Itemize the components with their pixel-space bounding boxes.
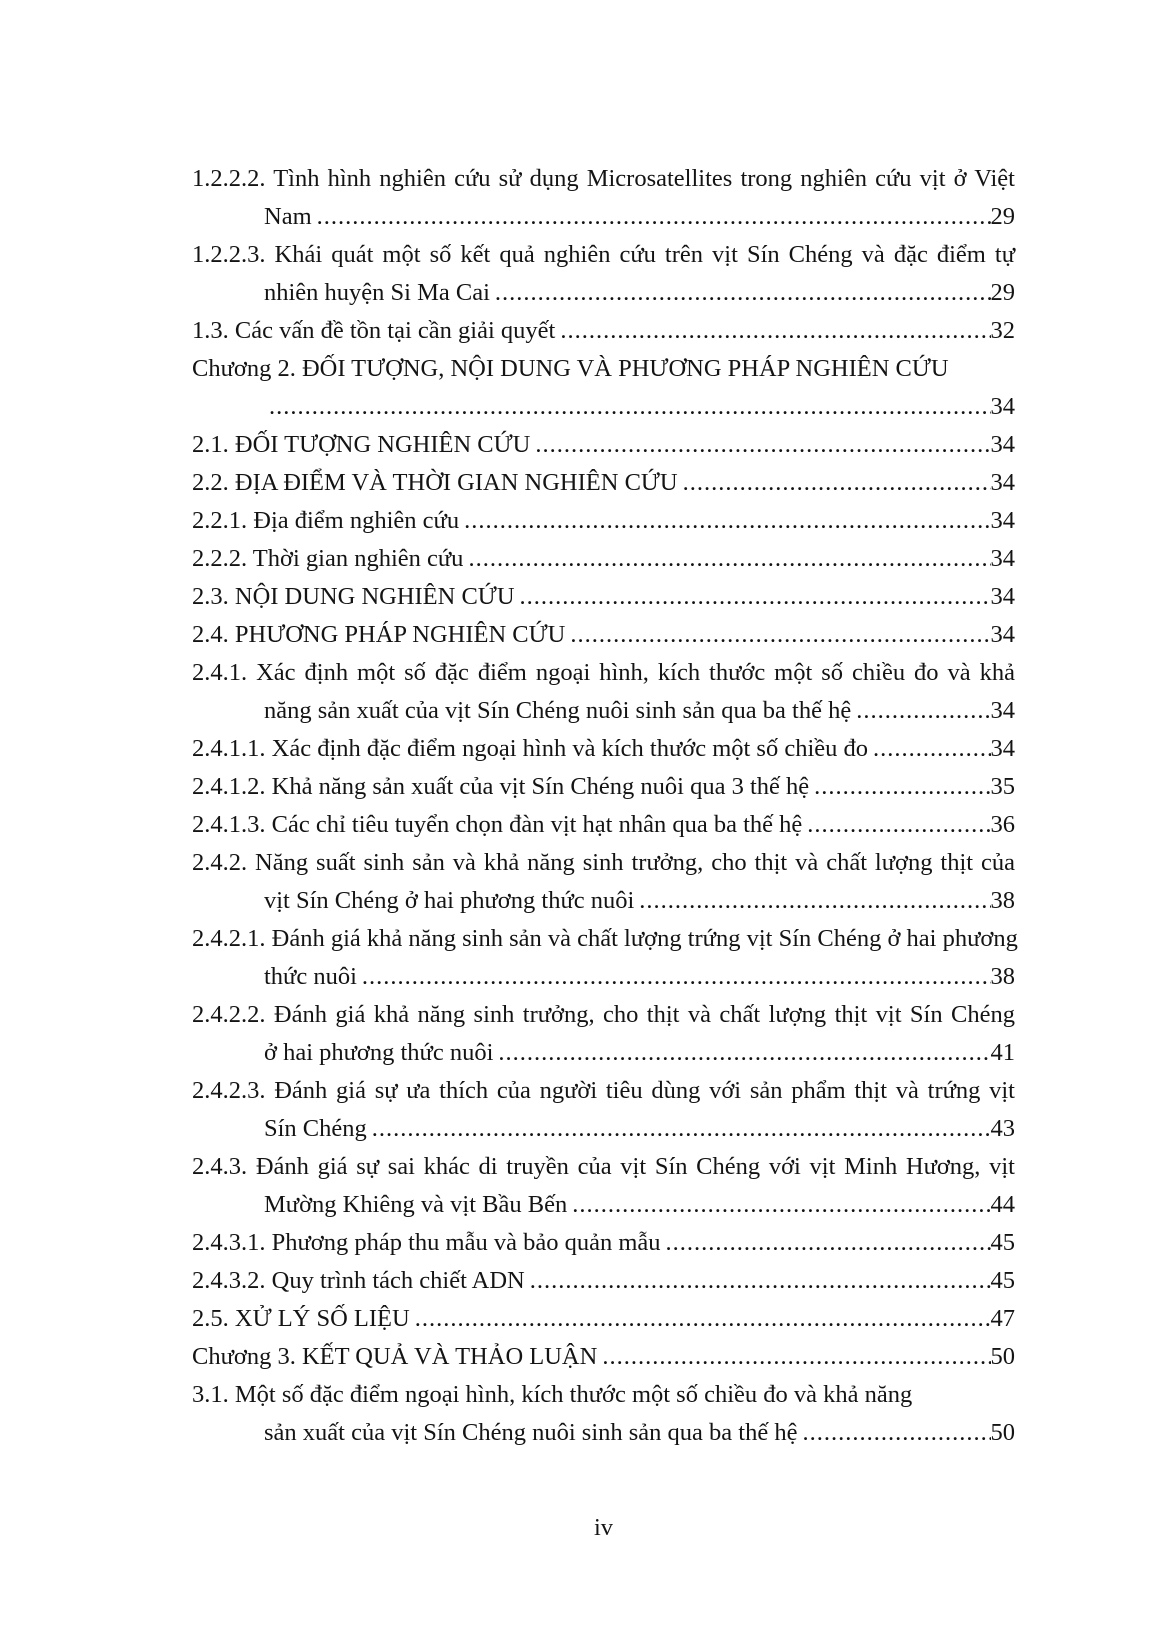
toc-entry-text: 2.4.2. Năng suất sinh sản và khả năng sinh trưởng, cho thịt và chất lượng thịt của: [192, 849, 1015, 876]
toc-page-number: 34: [990, 735, 1015, 762]
toc-page-number: 29: [990, 279, 1015, 306]
toc-page-number: 45: [990, 1267, 1015, 1294]
toc-page-number: 32: [990, 317, 1015, 344]
toc-page-number: 50: [990, 1419, 1015, 1446]
toc-line: [192, 350, 1015, 388]
toc-entry-text: 2.4.1.2. Khả năng sản xuất của vịt Sín Chéng nuôi qua 3 thế hệ: [192, 773, 810, 800]
toc-line: [192, 768, 1015, 806]
toc-page-number: 35: [990, 773, 1015, 800]
toc-page-number: 44: [990, 1191, 1015, 1218]
toc-entry-text: Chương 3. KẾT QUẢ VÀ THẢO LUẬN: [192, 1343, 598, 1370]
toc-page-number: 34: [990, 431, 1015, 458]
toc-page-number: 43: [990, 1115, 1015, 1142]
dot-leader: [851, 692, 990, 730]
toc-page-number: 34: [990, 393, 1015, 420]
toc-line: [192, 1148, 1015, 1186]
dot-leader: [463, 540, 990, 578]
toc-line: [192, 198, 1015, 236]
dot-leader: [567, 1186, 990, 1224]
page-number-footer: iv: [593, 1514, 614, 1541]
dot-leader: [597, 1338, 990, 1376]
toc-line: [192, 1224, 1015, 1262]
toc-page-number: 50: [990, 1343, 1015, 1370]
dot-leader: [802, 806, 990, 844]
toc-page-number: 29: [990, 203, 1015, 230]
toc-entry-text: 2.4.3.1. Phương pháp thu mẫu và bảo quản mẫu: [192, 1229, 661, 1256]
toc-line: [192, 1262, 1015, 1300]
toc-line: [192, 426, 1015, 464]
toc-page-number: 36: [990, 811, 1015, 838]
toc-page-number: 41: [990, 1039, 1015, 1066]
toc-entry-text: 2.4.3. Đánh giá sự sai khác di truyền của vịt Sín Chéng với vịt Minh Hương, vịt: [192, 1153, 1015, 1180]
dot-leader: [809, 768, 990, 806]
toc-entry-text: Sín Chéng: [264, 1115, 367, 1142]
toc-entry-text: 2.4.3.2. Quy trình tách chiết ADN: [192, 1267, 525, 1294]
toc-entry-text: 2.2.1. Địa điểm nghiên cứu: [192, 507, 460, 534]
toc-entry-text: thức nuôi: [264, 963, 357, 990]
toc-entry-text: 2.2. ĐỊA ĐIỂM VÀ THỜI GIAN NGHIÊN CỨU: [192, 469, 678, 496]
toc-page-number: 45: [990, 1229, 1015, 1256]
dot-leader: [312, 198, 991, 236]
toc-entry-text: sản xuất của vịt Sín Chéng nuôi sinh sản qua ba thế hệ: [264, 1419, 798, 1446]
toc-line: [192, 882, 1015, 920]
dot-leader: [868, 730, 990, 768]
toc-line: [192, 1034, 1015, 1072]
toc-line: [192, 1300, 1015, 1338]
toc-line: [192, 160, 1015, 198]
toc-entry-text: 2.4.1.1. Xác định đặc điểm ngoại hình và kích thước một số chiều đo: [192, 735, 869, 762]
toc-page-number: 47: [990, 1305, 1015, 1332]
toc-entry-text: 2.2.2. Thời gian nghiên cứu: [192, 545, 464, 572]
dot-leader: [555, 312, 990, 350]
toc-line: [192, 236, 1015, 274]
toc-entry-text: 1.3. Các vấn đề tồn tại cần giải quyết: [192, 317, 556, 344]
dot-leader: [661, 1224, 991, 1262]
toc-entry-text: ở hai phương thức nuôi: [264, 1039, 494, 1066]
toc-entry-text: 2.4.2.1. Đánh giá khả năng sinh sản và chất lượng trứng vịt Sín Chéng ở hai phương: [192, 925, 1018, 952]
toc-entry-text: năng sản xuất của vịt Sín Chéng nuôi sinh sản qua ba thế hệ: [264, 697, 852, 724]
toc-page-number: 34: [990, 697, 1015, 724]
toc-entry-text: vịt Sín Chéng ở hai phương thức nuôi: [264, 887, 635, 914]
toc-entry-text: 2.3. NỘI DUNG NGHIÊN CỨU: [192, 583, 515, 610]
dot-leader: [678, 464, 991, 502]
toc-entry-text: 2.4.1.3. Các chỉ tiêu tuyển chọn đàn vịt hạt nhân qua ba thế hệ: [192, 811, 803, 838]
toc-line: [192, 616, 1015, 654]
toc-line: [192, 578, 1015, 616]
toc-entry-text: 2.4.2.3. Đánh giá sự ưa thích của người tiêu dùng với sản phẩm thịt và trứng vịt: [192, 1077, 1015, 1104]
toc-page-number: 34: [990, 507, 1015, 534]
toc-line: [192, 654, 1015, 692]
toc-line: [192, 312, 1015, 350]
toc-entry-text: 1.2.2.3. Khái quát một số kết quả nghiên cứu trên vịt Sín Chéng và đặc điểm tự: [192, 241, 1015, 268]
toc-entry-text: 2.1. ĐỐI TƯỢNG NGHIÊN CỨU: [192, 431, 531, 458]
toc-entry-text: 2.4.2.2. Đánh giá khả năng sinh trưởng, cho thịt và chất lượng thịt vịt Sín Chéng: [192, 1001, 1015, 1028]
toc-entry-text: Chương 2. ĐỐI TƯỢNG, NỘI DUNG VÀ PHƯƠNG PHÁP NGHIÊN CỨU: [192, 355, 949, 382]
toc-page-number: 38: [990, 887, 1015, 914]
toc-entry-text: 3.1. Một số đặc điểm ngoại hình, kích thước một số chiều đo và khả năng: [192, 1381, 913, 1408]
dot-leader: [525, 1262, 991, 1300]
toc-line: [192, 958, 1015, 996]
dot-leader: [565, 616, 990, 654]
toc-line: [192, 274, 1015, 312]
dot-leader: [515, 578, 991, 616]
dot-leader: [410, 1300, 991, 1338]
toc-entry-text: nhiên huyện Si Ma Cai: [264, 279, 490, 306]
toc-page-number: 34: [990, 545, 1015, 572]
toc-line: [192, 844, 1015, 882]
toc-line: [192, 996, 1015, 1034]
toc-page-number: 34: [990, 583, 1015, 610]
toc-line: [192, 388, 1015, 426]
toc-entry-text: 2.4. PHƯƠNG PHÁP NGHIÊN CỨU: [192, 621, 566, 648]
toc-line: [192, 1186, 1015, 1224]
dot-leader: [634, 882, 990, 920]
toc-line: [192, 540, 1015, 578]
toc-line: [192, 692, 1015, 730]
dot-leader: [357, 958, 991, 996]
toc-entry-text: Mường Khiêng và vịt Bầu Bến: [264, 1191, 568, 1218]
toc-line: [192, 1338, 1015, 1376]
dot-leader: [490, 274, 991, 312]
toc-line: [192, 502, 1015, 540]
toc-page-number: 34: [990, 469, 1015, 496]
toc-list: [192, 160, 1018, 1452]
toc-page-number: 34: [990, 621, 1015, 648]
toc-line: [192, 1072, 1015, 1110]
toc-line: [192, 1376, 1015, 1414]
toc-line: [192, 1414, 1015, 1452]
toc-entry-text: 1.2.2.2. Tình hình nghiên cứu sử dụng Microsatellites trong nghiên cứu vịt ở Việt: [192, 165, 1015, 192]
toc-entry-text: 2.5. XỬ LÝ SỐ LIỆU: [192, 1305, 410, 1332]
toc-line: [192, 1110, 1015, 1148]
toc-line: [192, 920, 1018, 958]
dot-leader: [367, 1110, 991, 1148]
dot-leader: [493, 1034, 990, 1072]
dot-leader: [530, 426, 990, 464]
dot-leader: [459, 502, 990, 540]
toc-line: [192, 464, 1015, 502]
toc-line: [192, 806, 1015, 844]
toc-line: [192, 730, 1015, 768]
dot-leader: [264, 388, 991, 426]
toc-entry-text: Nam: [264, 203, 312, 230]
toc-page-number: 38: [990, 963, 1015, 990]
dot-leader: [797, 1414, 990, 1452]
toc-entry-text: 2.4.1. Xác định một số đặc điểm ngoại hình, kích thước một số chiều đo và khả: [192, 659, 1015, 686]
